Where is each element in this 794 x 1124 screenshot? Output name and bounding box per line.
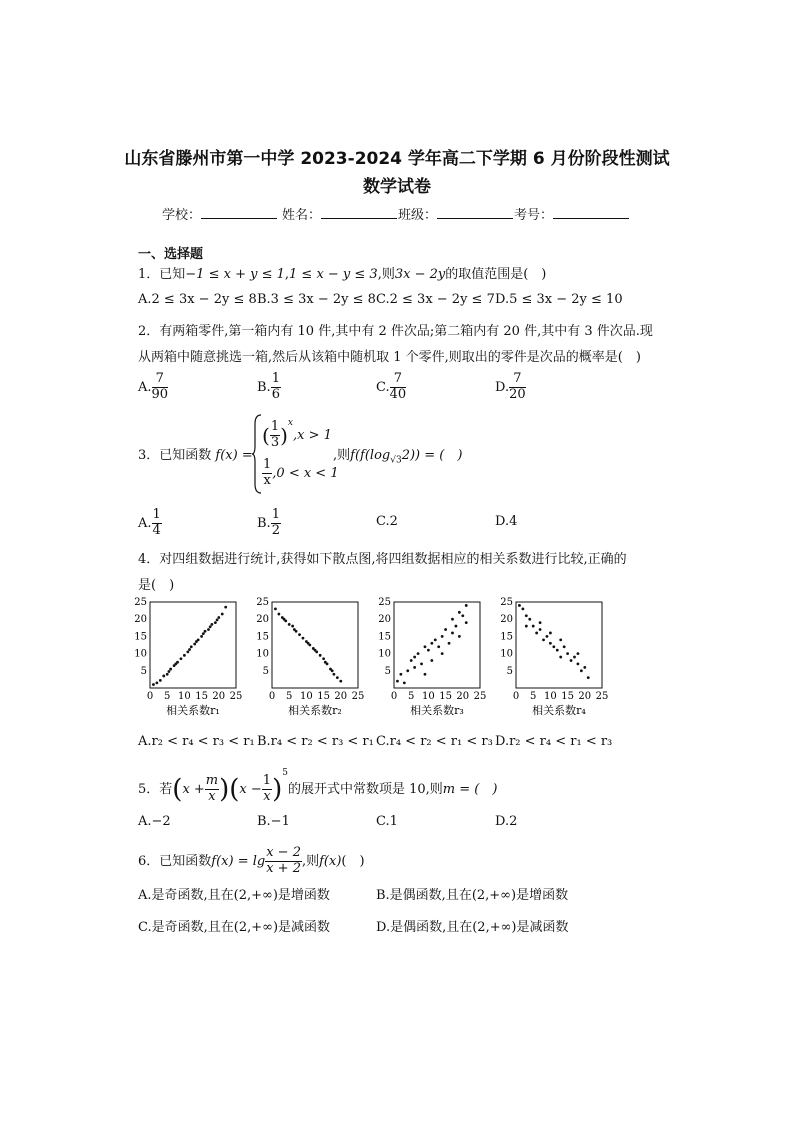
x-tick-label: 5 bbox=[408, 691, 415, 702]
scatter-point bbox=[521, 607, 524, 610]
scatter-point bbox=[333, 673, 336, 676]
scatter-point bbox=[331, 669, 334, 672]
x-tick-label: 25 bbox=[595, 691, 609, 702]
q6-option-c[interactable]: C.是奇函数,且在(2,+∞)是减函数 bbox=[138, 920, 331, 935]
q2-option-a[interactable]: A. $\frac{7}{90}$ bbox=[138, 371, 169, 402]
scatter-point bbox=[216, 618, 219, 621]
y-tick-label: 10 bbox=[256, 648, 269, 660]
scatter-point bbox=[319, 654, 322, 657]
scatter-point bbox=[277, 613, 280, 616]
y-tick-label: 5 bbox=[140, 665, 147, 677]
x-tick-label: 25 bbox=[473, 691, 487, 702]
y-tick-label: 10 bbox=[134, 648, 147, 660]
scatter-point bbox=[155, 681, 158, 684]
scatter-point bbox=[169, 668, 172, 671]
scatter-point bbox=[441, 652, 444, 655]
scatter-point bbox=[458, 635, 461, 638]
q5-option-a[interactable]: A.−2 bbox=[138, 814, 171, 829]
y-tick-label: 25 bbox=[500, 597, 513, 608]
scatter-point bbox=[525, 614, 528, 617]
scatter-point bbox=[406, 669, 409, 672]
scatter-point bbox=[417, 652, 420, 655]
x-axis-label: 相关系数r₁ bbox=[166, 704, 220, 717]
q2-option-d[interactable]: D. $\frac{7}{20}$ bbox=[495, 371, 526, 402]
x-tick-label: 10 bbox=[422, 691, 435, 702]
piecewise-case-2: $\frac{1}{x}$ ,0 < x < 1 bbox=[263, 457, 339, 488]
y-tick-label: 20 bbox=[500, 614, 513, 626]
scatter-point bbox=[410, 659, 413, 662]
info-name: 姓名： bbox=[282, 204, 397, 223]
scatter-point bbox=[465, 604, 468, 607]
q3-option-c[interactable]: C.2 bbox=[376, 514, 398, 529]
y-tick-label: 5 bbox=[506, 665, 513, 677]
scatter-point bbox=[298, 633, 301, 636]
scatter-point bbox=[326, 663, 329, 666]
question-2-line2: 从两箱中随意挑选一箱,然后从该箱中随机取 1 个零件,则取出的零件是次品的概率是( ) bbox=[138, 350, 641, 365]
scatter-point bbox=[525, 625, 528, 628]
scatter-point bbox=[451, 632, 454, 635]
scatter-point bbox=[437, 645, 440, 648]
scatter-point bbox=[535, 632, 538, 635]
x-tick-label: 10 bbox=[300, 691, 313, 702]
scatter-point bbox=[339, 680, 342, 683]
q5-option-c[interactable]: C.1 bbox=[376, 814, 398, 829]
x-tick-label: 15 bbox=[439, 691, 452, 702]
scatter-point bbox=[549, 642, 552, 645]
scatter-point bbox=[159, 679, 162, 682]
x-tick-label: 5 bbox=[286, 691, 293, 702]
q1-option-a[interactable]: A.2 ≤ 3x − 2y ≤ 8 bbox=[138, 292, 257, 307]
scatter-point bbox=[308, 644, 311, 647]
scatter-plot-4 bbox=[500, 597, 608, 717]
scatter-point bbox=[570, 659, 573, 662]
y-tick-label: 20 bbox=[378, 614, 391, 626]
question-3-tail: ,则$f(f(\log_{√3}2))$ = ( ) bbox=[333, 448, 463, 466]
scatter-point bbox=[434, 638, 437, 641]
x-axis-label: 相关系数r₃ bbox=[410, 704, 464, 717]
y-tick-label: 15 bbox=[500, 631, 513, 643]
scatter-point bbox=[427, 649, 430, 652]
scatter-point bbox=[221, 613, 224, 616]
info-school: 学校： bbox=[162, 204, 277, 223]
scatter-point bbox=[183, 654, 186, 657]
question-1-stem: 1．已知−1 ≤ x + y ≤ 1,1 ≤ x − y ≤ 3,则3x − 2y的取值范围是( ) bbox=[138, 267, 547, 282]
y-tick-label: 10 bbox=[378, 648, 391, 660]
scatter-point bbox=[302, 637, 305, 640]
q1-option-c[interactable]: C.2 ≤ 3x − 2y ≤ 7 bbox=[376, 292, 495, 307]
scatter-point bbox=[284, 620, 287, 623]
scatter-point bbox=[444, 628, 447, 631]
scatter-point bbox=[193, 643, 196, 646]
scatter-point bbox=[322, 657, 325, 660]
q6-option-a[interactable]: A.是奇函数,且在(2,+∞)是增函数 bbox=[138, 888, 330, 903]
x-tick-label: 0 bbox=[390, 691, 398, 702]
scatter-point bbox=[424, 673, 427, 676]
y-tick-label: 25 bbox=[134, 597, 147, 608]
y-tick-label: 20 bbox=[134, 614, 147, 626]
scatter-point bbox=[583, 666, 586, 669]
x-tick-label: 15 bbox=[561, 691, 574, 702]
scatter-point bbox=[461, 614, 464, 617]
scatter-point bbox=[563, 645, 566, 648]
scatter-point bbox=[200, 635, 203, 638]
scatter-point bbox=[217, 616, 220, 619]
scatter-point bbox=[197, 638, 200, 641]
scatter-point bbox=[186, 650, 189, 653]
scatter-point bbox=[559, 638, 562, 641]
scatter-plots bbox=[130, 596, 620, 728]
info-class: 班级： bbox=[398, 204, 513, 223]
question-3-stem: 3．已知函数 f(x) = bbox=[138, 448, 253, 463]
scatter-point bbox=[430, 642, 433, 645]
plot-frame bbox=[516, 602, 602, 688]
scatter-plot-1 bbox=[134, 597, 242, 717]
scatter-point bbox=[451, 618, 454, 621]
q4-option-a[interactable]: A.r₂ < r₄ < r₃ < r₁ bbox=[138, 734, 255, 749]
x-tick-label: 10 bbox=[544, 691, 557, 702]
scatter-point bbox=[315, 650, 318, 653]
scatter-point bbox=[539, 621, 542, 624]
plot-frame bbox=[272, 602, 358, 688]
q4-option-d[interactable]: D.r₂ < r₄ < r₁ < r₃ bbox=[495, 734, 613, 749]
scatter-point bbox=[403, 681, 406, 684]
scatter-point bbox=[441, 635, 444, 638]
exam-title-line2: 数学试卷 bbox=[363, 177, 431, 197]
scatter-point bbox=[549, 632, 552, 635]
question-4-line1: 4．对四组数据进行统计,获得如下散点图,将四组数据相应的相关系数进行比较,正确的 bbox=[138, 552, 627, 567]
scatter-point bbox=[399, 673, 402, 676]
scatter-point bbox=[552, 645, 555, 648]
exam-title-line1: 山东省滕州市第一中学 2023-2024 学年高二下学期 6 月份阶段性测试 bbox=[124, 149, 670, 169]
x-tick-label: 20 bbox=[212, 691, 226, 702]
x-tick-label: 20 bbox=[334, 691, 348, 702]
scatter-point bbox=[224, 606, 227, 609]
q3-option-b[interactable]: B. $\frac{1}{2}$ bbox=[257, 507, 280, 538]
scatter-point bbox=[413, 666, 416, 669]
y-tick-label: 25 bbox=[378, 597, 391, 608]
scatter-point bbox=[214, 621, 217, 624]
q5-option-b[interactable]: B.−1 bbox=[257, 814, 290, 829]
scatter-point bbox=[207, 628, 210, 631]
scatter-point bbox=[413, 656, 416, 659]
y-tick-label: 15 bbox=[134, 631, 147, 643]
scatter-point bbox=[295, 630, 298, 633]
q6-option-b[interactable]: B.是偶函数,且在(2,+∞)是增函数 bbox=[376, 888, 569, 903]
x-axis-label: 相关系数r₄ bbox=[532, 704, 586, 717]
scatter-point bbox=[546, 635, 549, 638]
scatter-point bbox=[556, 649, 559, 652]
scatter-point bbox=[577, 663, 580, 666]
scatter-plot-3 bbox=[378, 597, 486, 717]
scatter-point bbox=[190, 645, 193, 648]
q4-option-c[interactable]: C.r₄ < r₂ < r₁ < r₃ bbox=[376, 734, 493, 749]
x-tick-label: 15 bbox=[317, 691, 330, 702]
y-tick-label: 15 bbox=[256, 631, 269, 643]
scatter-point bbox=[202, 632, 205, 635]
y-tick-label: 10 bbox=[500, 648, 513, 660]
x-tick-label: 0 bbox=[146, 691, 154, 702]
piecewise-case-1: ( $\frac{1}{3}$ )$^x$,x > 1 bbox=[262, 418, 332, 450]
scatter-point bbox=[455, 625, 458, 628]
q2-option-b[interactable]: B. $\frac{1}{6}$ bbox=[257, 371, 280, 402]
y-tick-label: 5 bbox=[384, 665, 391, 677]
scatter-point bbox=[336, 676, 339, 679]
scatter-point bbox=[532, 625, 535, 628]
q1-option-d[interactable]: D.5 ≤ 3x − 2y ≤ 10 bbox=[495, 292, 623, 307]
scatter-point bbox=[188, 648, 191, 651]
info-id: 考号： bbox=[514, 204, 629, 223]
y-tick-label: 15 bbox=[378, 631, 391, 643]
scatter-point bbox=[465, 621, 468, 624]
scatter-point bbox=[587, 676, 590, 679]
scatter-point bbox=[577, 652, 580, 655]
scatter-point bbox=[420, 663, 423, 666]
q5-option-d[interactable]: D.2 bbox=[495, 814, 518, 829]
q6-option-d[interactable]: D.是偶函数,且在(2,+∞)是减函数 bbox=[376, 920, 569, 935]
plot-frame bbox=[394, 602, 480, 688]
scatter-point bbox=[559, 656, 562, 659]
q1-option-b[interactable]: B.3 ≤ 3x − 2y ≤ 8 bbox=[257, 292, 376, 307]
scatter-point bbox=[209, 625, 212, 628]
q3-option-a[interactable]: A. $\frac{1}{4}$ bbox=[138, 507, 161, 538]
x-tick-label: 25 bbox=[351, 691, 365, 702]
question-6-stem: 6．已知函数f(x) = lg $\frac{x - 2}{x + 2}$ ,则f(x)( ) bbox=[138, 845, 365, 876]
scatter-point bbox=[176, 661, 179, 664]
scatter-point bbox=[424, 645, 427, 648]
scatter-point bbox=[396, 680, 399, 683]
scatter-point bbox=[204, 630, 207, 633]
scatter-point bbox=[573, 656, 576, 659]
scatter-point bbox=[274, 607, 277, 610]
y-tick-label: 20 bbox=[256, 614, 269, 626]
x-tick-label: 20 bbox=[456, 691, 470, 702]
x-tick-label: 0 bbox=[268, 691, 276, 702]
x-tick-label: 20 bbox=[578, 691, 592, 702]
scatter-point bbox=[291, 625, 294, 628]
q3-option-d[interactable]: D.4 bbox=[495, 514, 518, 529]
x-tick-label: 15 bbox=[195, 691, 208, 702]
scatter-point bbox=[448, 642, 451, 645]
scatter-point bbox=[166, 673, 169, 676]
x-axis-label: 相关系数r₂ bbox=[288, 704, 342, 717]
q2-option-c[interactable]: C. $\frac{7}{40}$ bbox=[376, 371, 407, 402]
scatter-point bbox=[580, 669, 583, 672]
scatter-point bbox=[518, 604, 521, 607]
question-5-stem: 5．若(x + $\frac{m}{x}$ )(x − $\frac{1}{x}$ )$^5$的展开式中常数项是 10,则m = ( ) bbox=[138, 768, 498, 805]
scatter-plot-2 bbox=[256, 597, 364, 717]
scatter-point bbox=[162, 675, 165, 678]
scatter-point bbox=[458, 611, 461, 614]
piecewise-brace bbox=[252, 414, 262, 494]
section-heading: 一、选择题 bbox=[138, 247, 204, 262]
scatter-point bbox=[168, 670, 171, 673]
question-2-line1: 2．有两箱零件,第一箱内有 10 件,其中有 2 件次品;第二箱内有 20 件,其中有 3 件次品.现 bbox=[138, 324, 653, 339]
y-tick-label: 5 bbox=[262, 665, 269, 677]
x-tick-label: 5 bbox=[530, 691, 537, 702]
x-tick-label: 5 bbox=[164, 691, 171, 702]
q4-option-b[interactable]: B.r₄ < r₂ < r₃ < r₁ bbox=[257, 734, 374, 749]
scatter-point bbox=[430, 659, 433, 662]
x-tick-label: 25 bbox=[229, 691, 243, 702]
scatter-point bbox=[566, 652, 569, 655]
question-4-line2: 是( ) bbox=[138, 578, 175, 593]
x-tick-label: 0 bbox=[512, 691, 520, 702]
scatter-point bbox=[542, 638, 545, 641]
scatter-point bbox=[528, 618, 531, 621]
y-tick-label: 25 bbox=[256, 597, 269, 608]
scatter-point bbox=[288, 623, 291, 626]
scatter-point bbox=[211, 623, 214, 626]
scatter-point bbox=[152, 683, 155, 686]
scatter-point bbox=[180, 657, 183, 660]
scatter-point bbox=[539, 628, 542, 631]
x-tick-label: 10 bbox=[178, 691, 191, 702]
